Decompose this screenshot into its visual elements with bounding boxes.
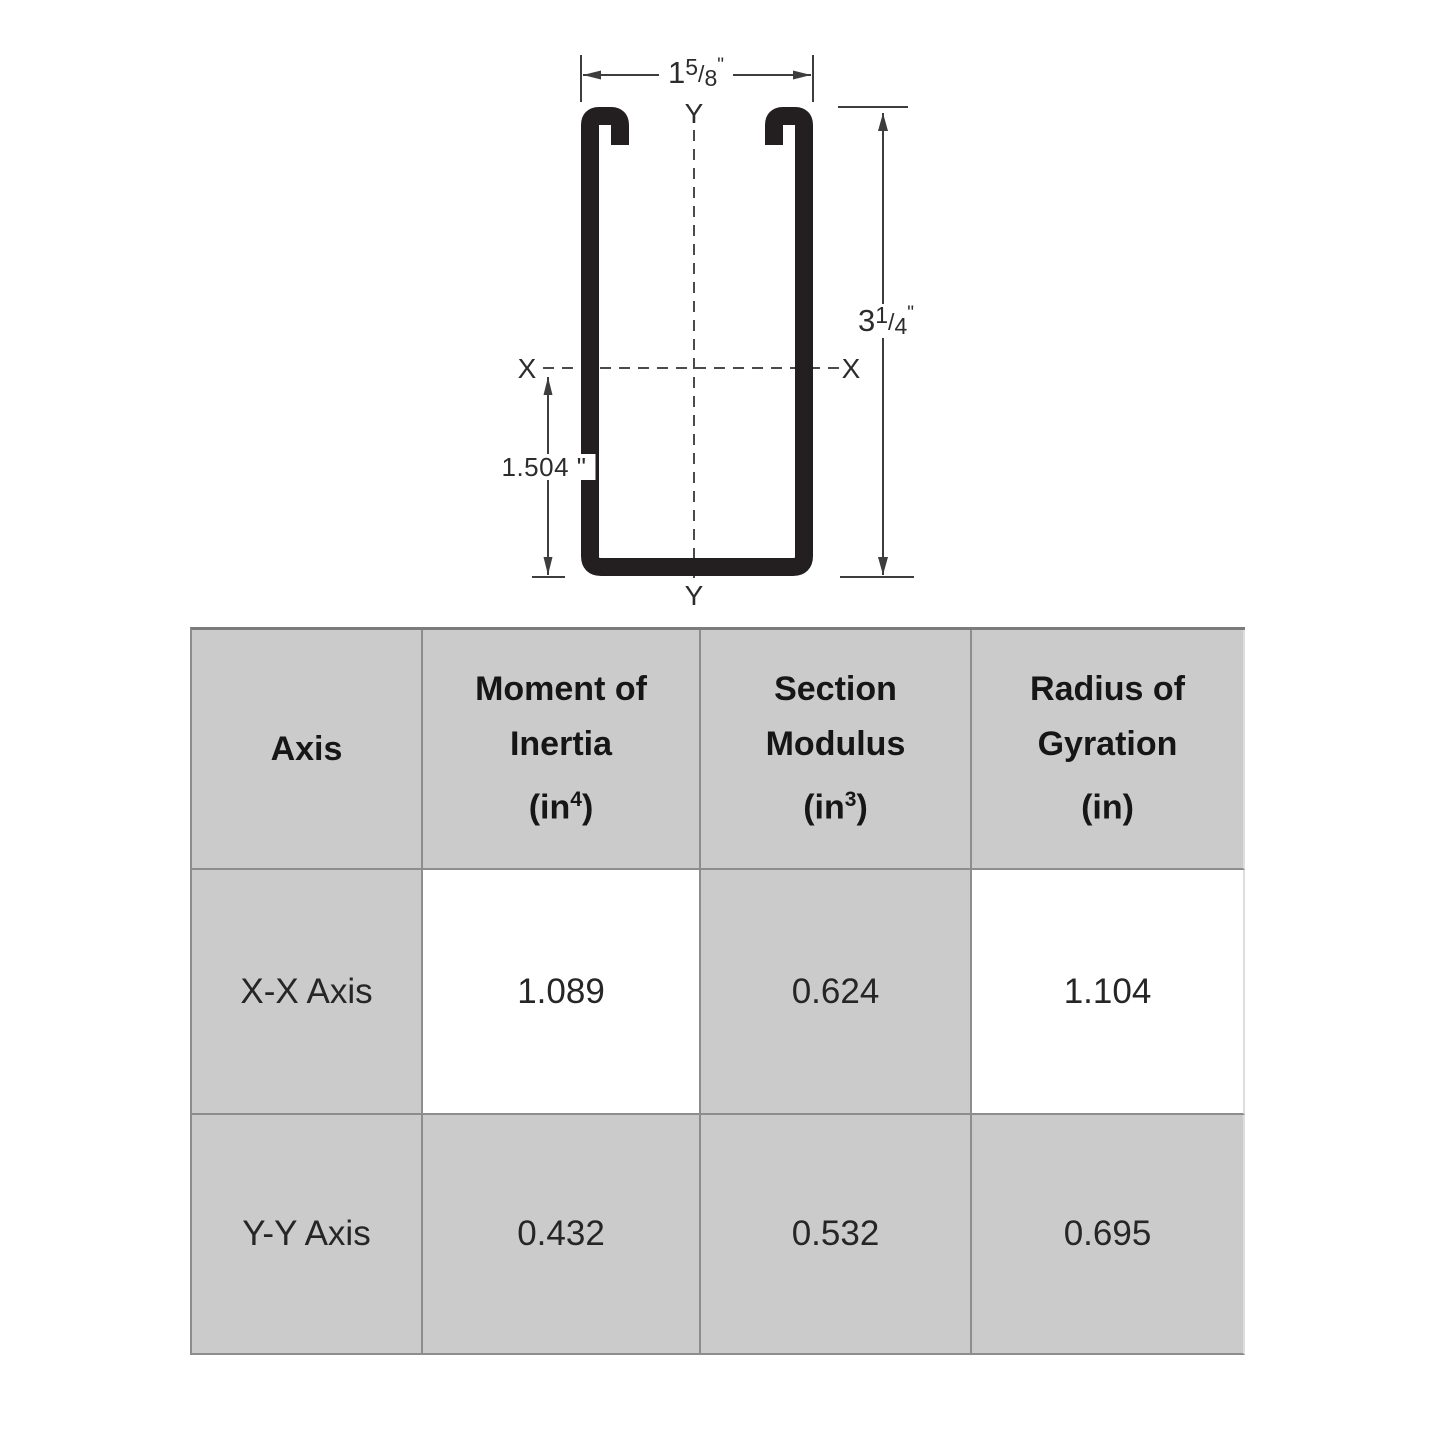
- dimension-whole: 3: [858, 303, 876, 338]
- dimension-numerator: 5: [685, 54, 699, 80]
- row-yy-axis-label-cell: Y-Y Axis: [192, 1115, 423, 1355]
- row-yy-radius-of-gyration-cell: 0.695: [972, 1115, 1245, 1355]
- cg-dimension-label: [492, 454, 595, 480]
- axis-letter: Y: [684, 580, 704, 611]
- height-dimension-label: [849, 304, 923, 338]
- row-xx-section-modulus-cell: 0.624: [701, 870, 972, 1115]
- row-yy-section-modulus-cell: 0.532: [701, 1115, 972, 1355]
- arrowhead-up-icon: [878, 113, 888, 131]
- x-axis-label-right: [842, 355, 861, 383]
- cg-dimension-value: 1.504 ": [501, 452, 587, 482]
- row-xx-moment-of-inertia-cell: 1.089: [423, 870, 701, 1115]
- arrowhead-down-icon: [544, 557, 553, 575]
- dimension-denominator: 8: [704, 65, 718, 91]
- dimension-denominator: 4: [894, 313, 908, 339]
- header-cell-radius-of-gyration: Radius of Gyration (in): [972, 630, 1245, 870]
- x-axis-label-left: [518, 355, 537, 383]
- dimension-slash: /: [698, 61, 705, 87]
- row-xx-axis-label-cell: X-X Axis: [192, 870, 423, 1115]
- y-axis-label-top: [685, 100, 704, 128]
- dimension-slash: /: [888, 309, 895, 335]
- arrowhead-up-icon: [544, 377, 553, 395]
- y-axis-label-bottom: [685, 582, 704, 610]
- inch-mark: ": [907, 303, 914, 324]
- arrowhead-down-icon: [878, 557, 888, 575]
- header-cell-moment-of-inertia: Moment of Inertia $(in^4)$: [423, 630, 701, 870]
- section-properties-table: [190, 627, 1245, 1355]
- strut-channel-cross-section-diagram: [0, 0, 1445, 628]
- arrowhead-right-icon: [793, 71, 811, 80]
- axis-letter: Y: [684, 98, 704, 129]
- dimension-numerator: 1: [875, 302, 889, 328]
- width-dimension-label: [659, 56, 733, 90]
- row-xx-radius-of-gyration-cell: 1.104: [972, 870, 1245, 1115]
- dimension-whole: 1: [668, 55, 686, 90]
- header-cell-axis: Axis: [192, 630, 423, 870]
- arrowhead-left-icon: [583, 71, 601, 80]
- inch-mark: ": [717, 55, 724, 76]
- row-yy-moment-of-inertia-cell: 0.432: [423, 1115, 701, 1355]
- header-cell-section-modulus: Section Modulus $(in^3)$: [701, 630, 972, 870]
- axis-letter: X: [841, 353, 861, 384]
- axis-letter: X: [517, 353, 537, 384]
- channel-outline: [590, 116, 804, 567]
